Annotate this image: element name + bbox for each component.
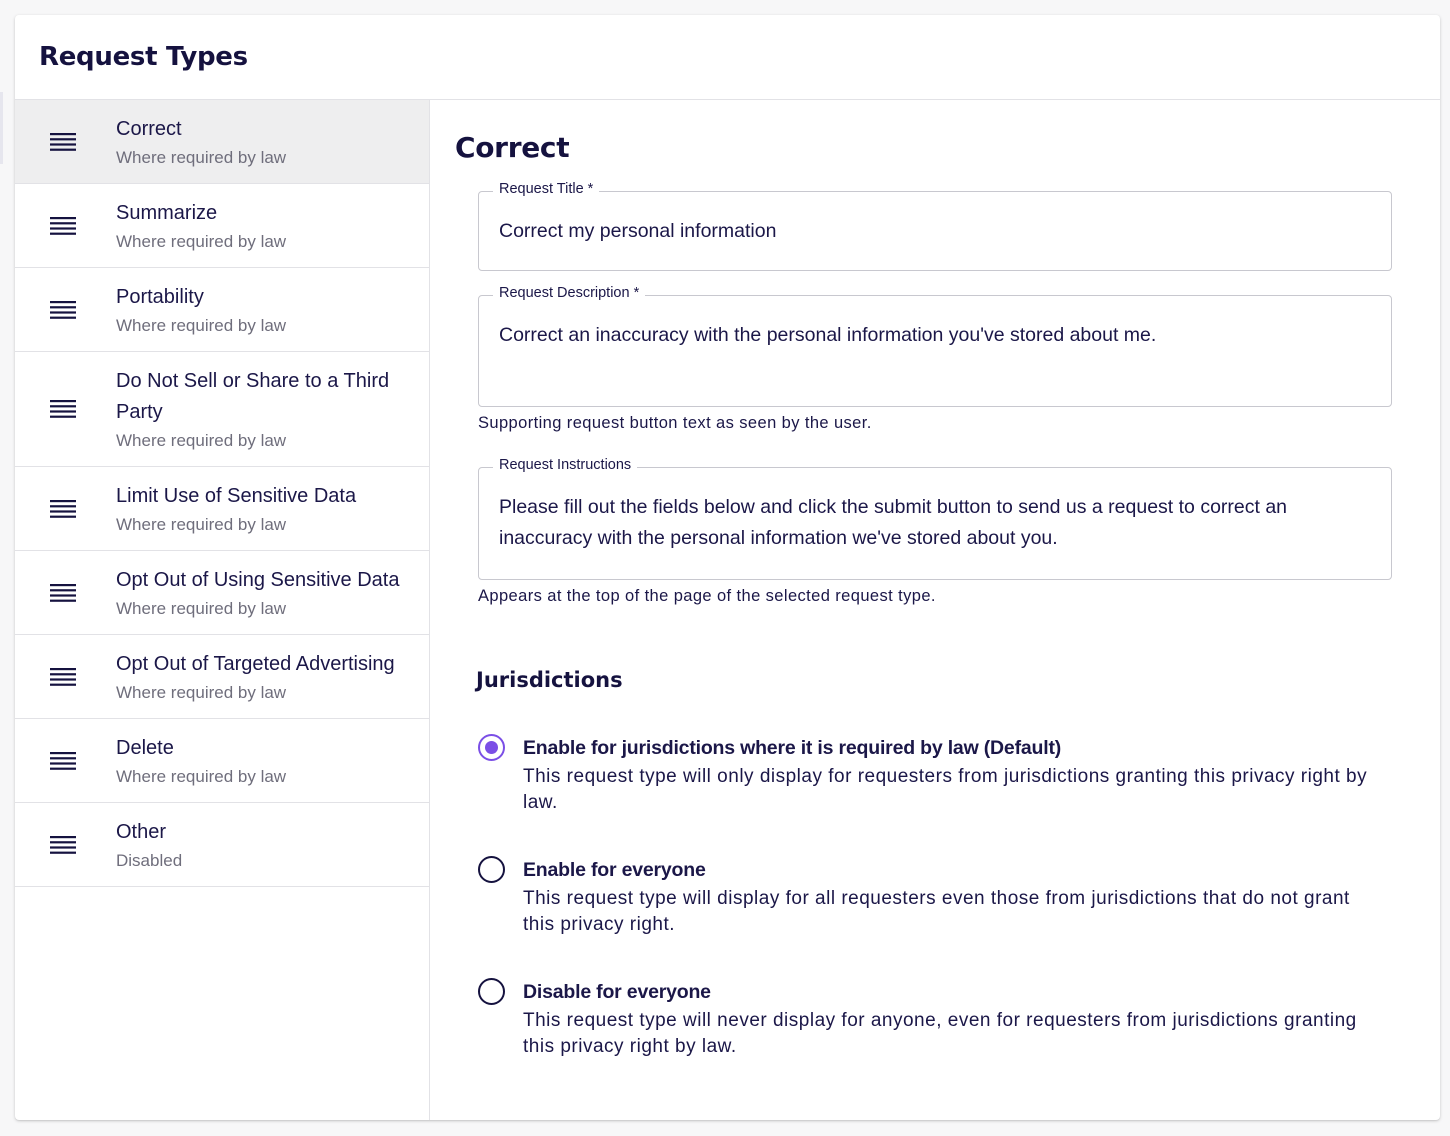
field-label: Request Instructions (493, 457, 637, 473)
sidebar-item-status: Where required by law (116, 232, 287, 251)
sidebar-item-status: Where required by law (116, 148, 287, 167)
request-title-input[interactable]: Correct my personal information (499, 220, 777, 242)
page-title: Request Types (39, 42, 248, 72)
card-header (15, 15, 1440, 100)
drag-handle-icon[interactable] (15, 835, 116, 855)
sidebar-item-label: Portability (116, 286, 204, 308)
sidebar-item-label: Delete (116, 737, 174, 759)
sidebar-item-delete[interactable] (15, 719, 429, 803)
request-description-field[interactable] (478, 285, 1392, 407)
request-type-editor (430, 100, 1440, 1120)
radio-label: Enable for everyone (523, 859, 706, 881)
sidebar-item-label: Correct (116, 118, 182, 140)
jurisdictions-radio-group (478, 734, 1392, 1060)
radio-description: This request type will never display for anyone, even for requesters from jurisdictions granting this privacy right by law. (523, 1010, 1357, 1057)
instructions-helper-text: Appears at the top of the page of the selected request type. (478, 587, 936, 605)
card-body (15, 100, 1440, 1120)
sidebar-item-other[interactable] (15, 803, 429, 887)
drag-handle-icon[interactable] (15, 399, 116, 419)
drag-handle-icon[interactable] (15, 132, 116, 152)
drag-handle-icon[interactable] (15, 499, 116, 519)
sidebar-item-label: Opt Out of Using Sensitive Data (116, 569, 400, 591)
radio-unchecked-icon[interactable] (478, 856, 505, 883)
drag-handle-icon[interactable] (15, 216, 116, 236)
field-label: Request Title * (493, 181, 599, 197)
radio-description: This request type will only display for requesters from jurisdictions granting this privacy right by law. (523, 766, 1368, 813)
sidebar-item-opt-out-sensitive[interactable] (15, 551, 429, 635)
jurisdictions-title: Jurisdictions (476, 668, 623, 692)
field-label: Request Description * (493, 285, 645, 301)
radio-option-enable-everyone[interactable] (478, 856, 1392, 938)
sidebar-item-label: Opt Out of Targeted Advertising (116, 653, 395, 675)
radio-unchecked-icon[interactable] (478, 978, 505, 1005)
sidebar-item-summarize[interactable] (15, 184, 429, 268)
drag-handle-icon[interactable] (15, 667, 116, 687)
sidebar-item-limit-use[interactable] (15, 467, 429, 551)
sidebar-item-status: Where required by law (116, 316, 287, 335)
request-types-card (15, 15, 1440, 1120)
drag-handle-icon[interactable] (15, 300, 116, 320)
sidebar-item-correct[interactable] (15, 100, 429, 184)
request-type-list (15, 100, 430, 1120)
sidebar-item-do-not-sell[interactable] (15, 352, 429, 467)
sidebar-item-status: Disabled (116, 851, 183, 870)
sidebar-item-status: Where required by law (116, 767, 287, 786)
sidebar-item-status: Where required by law (116, 515, 287, 534)
left-edge-accent (0, 92, 3, 164)
editor-title: Correct (455, 131, 570, 164)
sidebar-item-portability[interactable] (15, 268, 429, 352)
sidebar-item-status: Where required by law (116, 683, 287, 702)
request-instructions-field[interactable] (478, 457, 1392, 580)
radio-option-required-by-law[interactable] (478, 734, 1392, 816)
sidebar-item-label: Limit Use of Sensitive Data (116, 485, 357, 507)
sidebar-item-opt-out-targeted[interactable] (15, 635, 429, 719)
description-helper-text: Supporting request button text as seen by the user. (478, 414, 872, 432)
sidebar-item-label: Do Not Sell or Share to a Third Party (116, 370, 390, 423)
request-title-field[interactable] (478, 181, 1392, 271)
request-instructions-input[interactable]: Please fill out the fields below and click the submit button to send us a request to correct an inaccuracy with the personal information we've stored about you. (499, 496, 1288, 549)
sidebar-item-status: Where required by law (116, 599, 287, 618)
radio-description: This request type will display for all requesters even those from jurisdictions that do not grant this privacy right. (523, 888, 1350, 935)
radio-label: Disable for everyone (523, 981, 711, 1003)
drag-handle-icon[interactable] (15, 751, 116, 771)
drag-handle-icon[interactable] (15, 583, 116, 603)
radio-label: Enable for jurisdictions where it is required by law (Default) (523, 737, 1062, 759)
radio-option-disable-everyone[interactable] (478, 978, 1392, 1060)
request-description-input[interactable]: Correct an inaccuracy with the personal information you've stored about me. (499, 324, 1157, 346)
sidebar-item-status: Where required by law (116, 431, 287, 450)
sidebar-item-label: Summarize (116, 202, 218, 224)
sidebar-item-label: Other (116, 821, 167, 843)
radio-checked-icon[interactable] (478, 734, 505, 761)
